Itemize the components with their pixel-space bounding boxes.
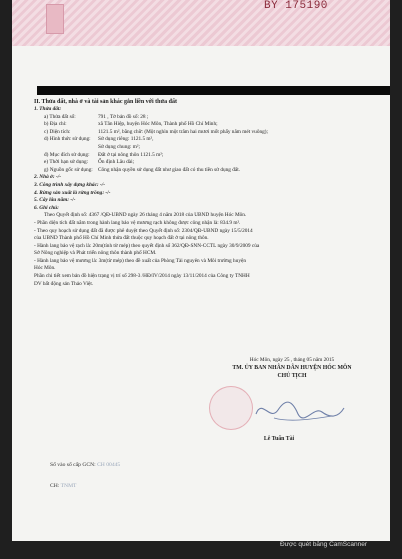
- parcel-value: 1121.5 m², bằng chữ: (Một nghìn một trăm hai mươi mốt phẩy năm mét vuông);: [98, 128, 268, 135]
- note-line: - Phần diện tích đất nằm trong hành lang bảo vệ mương rạch không được công nhận là: 834.9 m².: [34, 219, 241, 226]
- parcel-label: e) Thời hạn sử dụng:: [44, 159, 89, 166]
- handwritten-signature: [248, 392, 348, 432]
- parcel-row: [34, 167, 386, 175]
- parcel-value: Sử dụng chung: m²;: [98, 143, 140, 150]
- parcel-label: a) Thửa đất số:: [44, 113, 76, 120]
- parcel-value: xã Tân Hiệp, huyện Hóc Môn, Thành phố Hồ Chí Minh;: [98, 121, 218, 128]
- serial-number: BY 175190: [264, 0, 328, 12]
- parcel-value: Ổn định Lâu dài;: [98, 159, 135, 166]
- subsection-parcel-title: 1. Thửa đất:: [34, 106, 62, 112]
- note-line: của UBND Thành phố Hồ Chí Minh thửa đất thuộc quy hoạch đất ở tại nông thôn.: [34, 235, 209, 242]
- parcel-value: Đất ở tại nông thôn 1121.5 m²;: [98, 151, 164, 158]
- note-line: - Hành lang bảo vệ rạch là: 20m(tính từ mép) theo quyết định số 362/QĐ-SNN-CCTL ngày 30/9/2009 của: [34, 242, 260, 249]
- signer-name: Lê Tuấn Tài: [263, 436, 295, 442]
- subsection-forest: 4. Rừng sản xuất là rừng trồng: -/-: [34, 189, 111, 196]
- parcel-row: [34, 136, 386, 144]
- issuing-authority: TM. ỦY BAN NHÂN DÂN HUYỆN HÓC MÔN: [232, 365, 352, 371]
- parcel-value: Sử dụng riêng: 1121.5 m²,: [98, 136, 154, 143]
- note-line: Phần chi tiết xem bản đồ hiện trạng vị trí số 298-3 /HĐ/IV/2014 ngày 13/11/2014 của Công ty TNHH: [34, 273, 250, 280]
- parcel-row: [34, 159, 386, 167]
- redaction-bar: [37, 86, 390, 95]
- registry-value: CH 00445: [97, 462, 121, 468]
- note-line: Sở Nông nghiệp và Phát triển nông thôn thành phố HCM.: [34, 250, 157, 257]
- registry-code-line: [50, 483, 76, 489]
- note-line: DV bất động sản Thảo Việt.: [34, 280, 94, 287]
- registry-number-line: [50, 462, 120, 468]
- subsection-house: 2. Nhà ở: -/-: [34, 174, 61, 181]
- section-title: II. Thửa đất, nhà ở và tài sản khác gắn liền với thửa đất: [34, 99, 177, 105]
- signer-role: CHỦ TỊCH: [277, 373, 307, 379]
- subsection-other-construction: 3. Công trình xây dựng khác: -/-: [34, 181, 106, 188]
- scanner-watermark: Được quét bằng CamScanner: [280, 541, 368, 548]
- registry-label: Số vào sổ cấp GCN:: [50, 462, 98, 468]
- parcel-label: d) Hình thức sử dụng:: [44, 136, 91, 143]
- parcel-label: đ) Mục đích sử dụng:: [44, 151, 90, 158]
- subsection-perennial-trees: 5. Cây lâu năm: -/-: [34, 197, 76, 204]
- sign-date: Hóc Môn, ngày 25 , tháng 05 năm 2015: [249, 357, 335, 363]
- note-line: - Theo quy hoạch sử dụng đất đã được phê duyệt theo Quyết định số: 2304/QĐ-UBND ngày 15/5/2014: [34, 227, 253, 234]
- parcel-value: Công nhận quyền sử dụng đất như giao đất có thu tiền sử dụng đất.: [98, 166, 241, 173]
- registry-label: CH:: [50, 483, 61, 489]
- subsection-notes-title: 6. Ghi chú:: [34, 204, 59, 211]
- parcel-label: g) Nguồn gốc sử dụng:: [44, 166, 93, 173]
- section-land-parcel: [34, 98, 386, 288]
- registry-value: TNMT: [60, 483, 77, 489]
- parcel-label: c) Diện tích:: [44, 128, 71, 135]
- signature-block: [197, 356, 387, 380]
- note-line: Hóc Môn.: [34, 265, 56, 272]
- parcel-label: b) Địa chỉ:: [44, 121, 67, 128]
- certificate-top-border: [12, 0, 390, 46]
- document-page: [12, 0, 390, 541]
- note-line: Theo Quyết định số: 4367 /QĐ-UBND ngày 26 tháng 4 năm 2018 của UBND huyện Hóc Môn.: [44, 212, 247, 219]
- note-line: - Hành lang bảo vệ mương là: 3m(từ mép) theo đề xuất của Phòng Tài nguyên và Môi trường huyện: [34, 257, 246, 264]
- parcel-value: 791 , Tờ bản đồ số: 28 ;: [98, 113, 149, 120]
- parcel-row: [34, 121, 386, 129]
- pink-stamp-mark: [46, 4, 64, 34]
- parcel-label: [34, 144, 98, 152]
- parcel-row: [34, 144, 386, 152]
- official-seal-icon: [209, 386, 253, 430]
